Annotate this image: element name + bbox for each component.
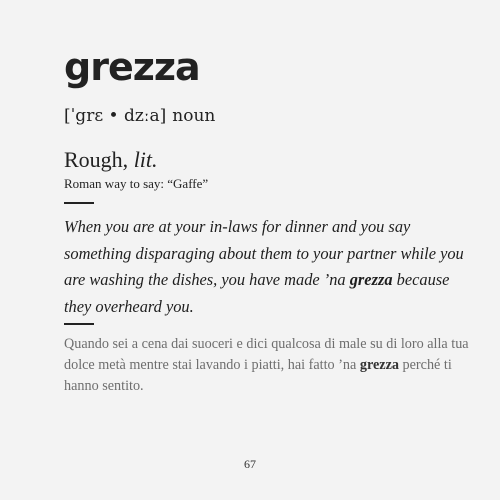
meaning: Rough, [64,147,129,172]
example-en-text-after: because they overheard you. [64,270,450,316]
example-en-text-before: When you are at your in-laws for dinner and you say something disparaging about them to your partner while you are washing the dishes, you have made ’na [64,217,464,289]
meaning-lit: lit. [133,147,158,172]
page-number: 67 [244,457,256,471]
usage-note: Roman way to say: “Gaffe” [64,176,209,191]
part-of-speech: noun [172,106,216,126]
example-italian [64,334,474,397]
example-it-text-before: Quando sei a cena dai suoceri e dici qualcosa di male su di loro alla tua dolce metà mentre stai lavando i piatti, hai fatto ’na [64,336,469,373]
example-it-text-after: perché ti hanno sentito. [64,357,452,394]
meaning-line [64,147,158,173]
headword: grezza [64,45,200,89]
pronunciation: [ˈgrɛ • dzːa] [64,106,167,126]
divider-rule [64,323,94,325]
divider-rule [64,202,94,204]
example-en-bold-word: grezza [349,270,393,289]
example-english [64,214,464,320]
example-it-bold-word: grezza [359,357,399,373]
pronunciation-line [64,106,215,126]
